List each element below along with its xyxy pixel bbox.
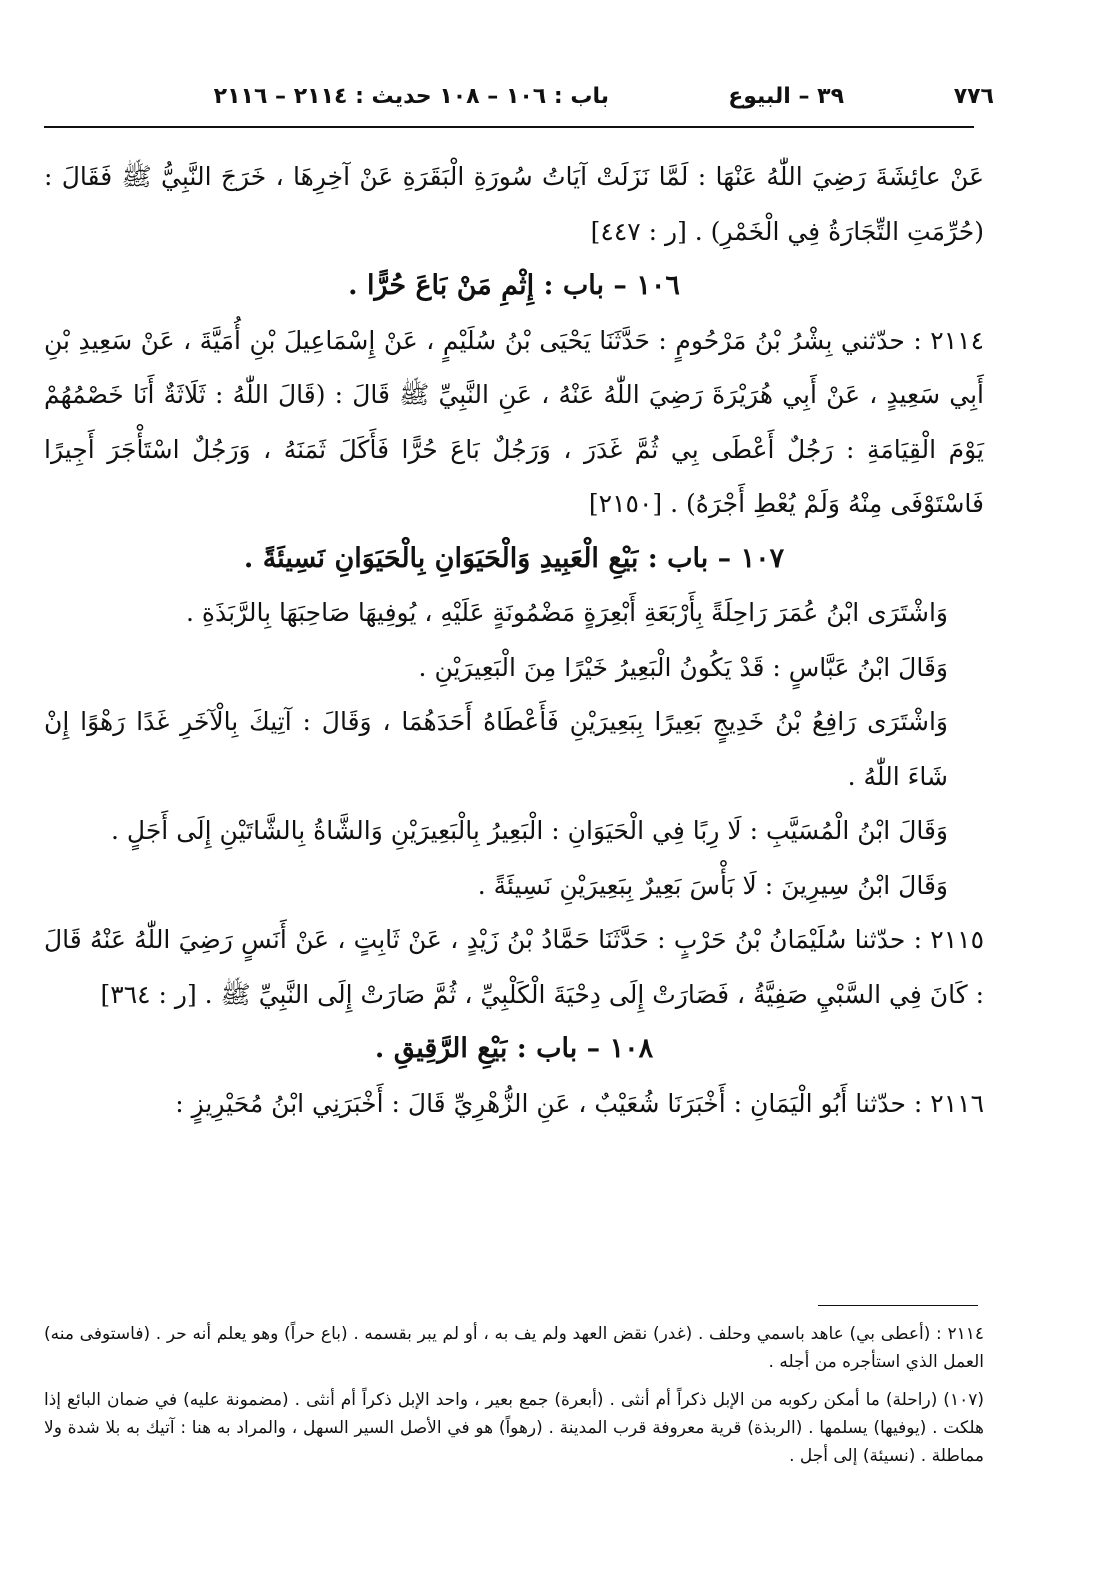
header-rule — [44, 126, 974, 128]
hadith-paragraph: ٢١١٦ : حدّثنا أَبُو الْيَمَانِ : أَخْبَرَنَا شُعَيْبٌ ، عَنِ الزُّهْرِيِّ قَالَ : أَخْبَرَنِي ابْنُ مُحَيْرِيزٍ : — [175, 1088, 984, 1118]
footnotes — [44, 1320, 984, 1480]
hadith-paragraph: ٢١١٥ : حدّثنا سُلَيْمَانُ بْنُ حَرْبٍ : حَدَّثَنَا حَمَّادُ بْنُ زَيْدٍ ، عَنْ ثَابِتٍ ، عَنْ أَنَسٍ رَضِيَ اللّٰهُ عَنْهُ قَالَ : كَانَ فِي السَّبْيِ صَفِيَّةُ ، فَصَارَتْ إِلَى دِحْيَةَ الْكَلْبِيِّ ، ثُمَّ صَارَتْ إِلَى النَّبِيِّ ﷺ . [ر : ٣٦٤] — [44, 925, 984, 1009]
paragraph: وَاشْتَرَى رَافِعُ بْنُ خَدِيجٍ بَعِيرًا بِبَعِيرَيْنِ فَأَعْطَاهُ أَحَدَهُمَا ، وَقَالَ : آتِيكَ بِالْآخَرِ غَدًا رَهْوًا إِنْ شَاءَ اللّٰهُ . — [44, 707, 948, 791]
paragraph: وَقَالَ ابْنُ الْمُسَيَّبِ : لَا رِبًا فِي الْحَيَوَانِ : الْبَعِيرُ بِالْبَعِيرَيْنِ وَالشَّاةُ بِالشَّاتَيْنِ إِلَى أَجَلٍ . — [111, 816, 948, 845]
book-title: ٣٩ – البيوع — [728, 84, 844, 109]
page-number: ٧٧٦ — [953, 84, 994, 109]
main-text — [44, 150, 984, 1131]
paragraph: وَقَالَ ابْنُ سِيرِينَ : لَا بَأْسَ بَعِيرٌ بِبَعِيرَيْنِ نَسِيئَةً . — [477, 870, 948, 900]
hadith-paragraph: ٢١١٤ : حدّثني بِشْرُ بْنُ مَرْحُومٍ : حَدَّثَنَا يَحْيَى بْنُ سُلَيْمٍ ، عَنْ إِسْمَاعِيلَ بْنِ أُمَيَّةَ ، عَنْ سَعِيدِ بْنِ أَبِي سَعِيدٍ ، عَنْ أَبِي هُرَيْرَةَ رَضِيَ اللّٰهُ عَنْهُ ، عَنِ النَّبِيِّ ﷺ قَالَ : (قَالَ اللّٰهُ : ثَلَاثَةٌ أَنَا خَصْمُهُمْ يَوْمَ الْقِيَامَةِ : رَجُلٌ أَعْطَى بِي ثُمَّ غَدَرَ ، وَرَجُلٌ بَاعَ حُرًّا فَأَكَلَ ثَمَنَهُ ، وَرَجُلٌ اسْتَأْجَرَ أَجِيرًا فَاسْتَوْفَى مِنْهُ وَلَمْ يُعْطِ أَجْرَهُ) . [٢١٥٠] — [44, 325, 984, 518]
chapter-heading: ١٠٨ – باب : بَيْعِ الرَّقِيقِ . — [374, 1033, 654, 1064]
chapter-heading: ١٠٧ – باب : بَيْعِ الْعَبِيدِ وَالْحَيَوَانِ بِالْحَيَوَانِ نَسِيئَةً . — [243, 542, 785, 574]
chapter-hadith-range: باب : ١٠٦ – ١٠٨ حديث : ٢١١٤ – ٢١١٦ — [213, 84, 609, 109]
running-header — [48, 76, 994, 120]
footnote-rule — [818, 1305, 978, 1306]
paragraph: وَاشْتَرَى ابْنُ عُمَرَ رَاحِلَةً بِأَرْبَعَةِ أَبْعِرَةٍ مَضْمُونَةٍ عَلَيْهِ ، يُوفِيهَا صَاحِبَهَا بِالرَّبَذَةِ . — [185, 598, 948, 627]
paragraph: عَنْ عائِشَةَ رَضِيَ اللّٰهُ عَنْهَا : لَمَّا نَزَلَتْ آيَاتُ سُورَةِ الْبَقَرَةِ عَنْ آخِرِهَا ، خَرَجَ النَّبِيُّ ﷺ فَقَالَ : (حُرِّمَتِ التِّجَارَةُ فِي الْخَمْرِ) . [ر : ٤٤٧] — [44, 162, 984, 246]
footnote: (١٠٧) (راحلة) ما أمكن ركوبه من الإبل ذكراً أم أنثى . (أبعرة) جمع بعير ، واحد الإبل ذكراً أم أنثى . (مضمونة عليه) في ضمان البائع إذا هلكت . (يوفيها) يسلمها . (الربذة) قرية معروفة قرب المدينة . (رهواً) هو في الأصل السير السهل ، والمراد به هنا : آتيك به بلا شدة ولا مماطلة . (نسيئة) إلى أجل . — [44, 1390, 984, 1466]
footnote: ٢١١٤ : (أعطى بي) عاهد باسمي وحلف . (غدر) نقض العهد ولم يف به ، أو لم يبر بقسمه . (باع حراً) وهو يعلم أنه حر . (فاستوفى منه) العمل الذي استأجره من أجله . — [44, 1324, 984, 1372]
paragraph: وَقَالَ ابْنُ عَبَّاسٍ : قَدْ يَكُونُ الْبَعِيرُ خَيْرًا مِنَ الْبَعِيرَيْنِ . — [418, 652, 948, 682]
chapter-heading: ١٠٦ – باب : إِثْمِ مَنْ بَاعَ حُرًّا . — [348, 270, 680, 301]
